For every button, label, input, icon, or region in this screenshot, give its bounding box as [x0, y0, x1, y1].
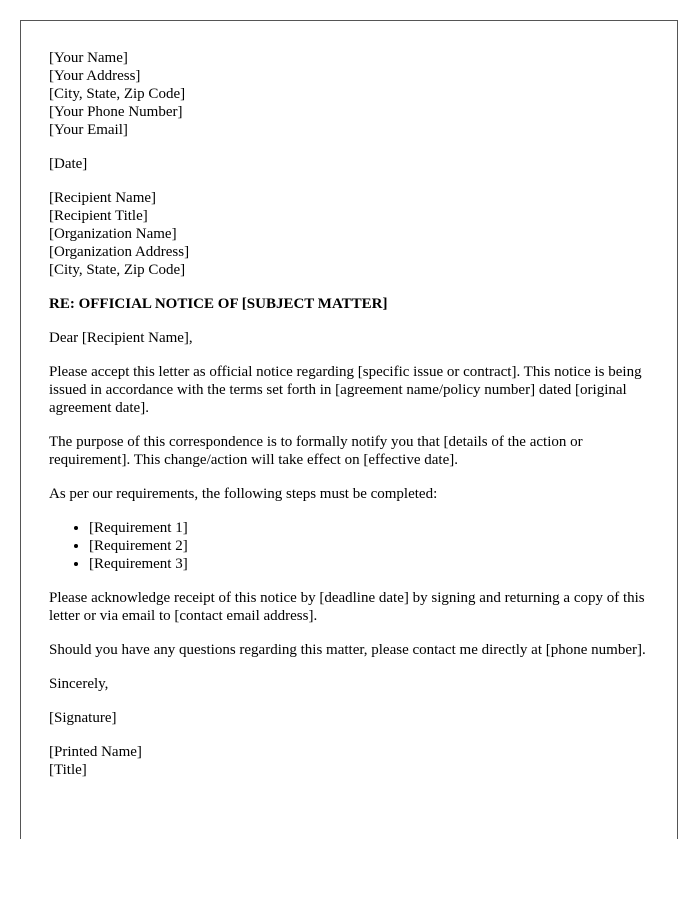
recipient-organization: [Organization Name]	[49, 226, 177, 242]
body-paragraph-purpose: The purpose of this correspondence is to formally notify you that [details of the action or requirement]. This change/action will take effect on [effective date].	[49, 434, 583, 468]
requirement-item: • [Requirement 2]	[89, 537, 649, 555]
sender-address: [Your Address]	[49, 68, 141, 84]
recipient-address-block	[49, 189, 649, 279]
body-paragraph-notice: Please accept this letter as official notice regarding [specific issue or contract]. This notice is being issued in accordance with the terms set forth in [agreement name/policy number] dated [original agreement date].	[49, 364, 642, 416]
subject-line: RE: OFFICIAL NOTICE OF [SUBJECT MATTER]	[49, 296, 388, 312]
sender-email: [Your Email]	[49, 122, 128, 138]
letter-date: [Date]	[49, 156, 88, 172]
signoff-title: [Title]	[49, 762, 87, 778]
recipient-title: [Recipient Title]	[49, 208, 148, 224]
sender-name: [Your Name]	[49, 50, 128, 66]
requirement-item: • [Requirement 3]	[89, 555, 649, 573]
sender-address-block	[49, 49, 649, 139]
closing: Sincerely,	[49, 676, 109, 692]
recipient-city-state-zip: [City, State, Zip Code]	[49, 262, 186, 278]
printed-name: [Printed Name]	[49, 744, 142, 760]
letter-page	[20, 20, 678, 839]
signature: [Signature]	[49, 710, 117, 726]
signoff-block	[49, 743, 649, 779]
sender-phone: [Your Phone Number]	[49, 104, 183, 120]
recipient-organization-address: [Organization Address]	[49, 244, 190, 260]
body-paragraph-requirements-intro: As per our requirements, the following steps must be completed:	[49, 486, 438, 502]
body-paragraph-questions: Should you have any questions regarding this matter, please contact me directly at [phone number].	[49, 642, 646, 658]
requirements-list	[49, 519, 649, 573]
requirement-item: • [Requirement 1]	[89, 519, 649, 537]
sender-city-state-zip: [City, State, Zip Code]	[49, 86, 186, 102]
body-paragraph-acknowledge: Please acknowledge receipt of this notice by [deadline date] by signing and returning a copy of this letter or via email to [contact email address].	[49, 590, 645, 624]
recipient-name: [Recipient Name]	[49, 190, 157, 206]
salutation: Dear [Recipient Name],	[49, 330, 193, 346]
